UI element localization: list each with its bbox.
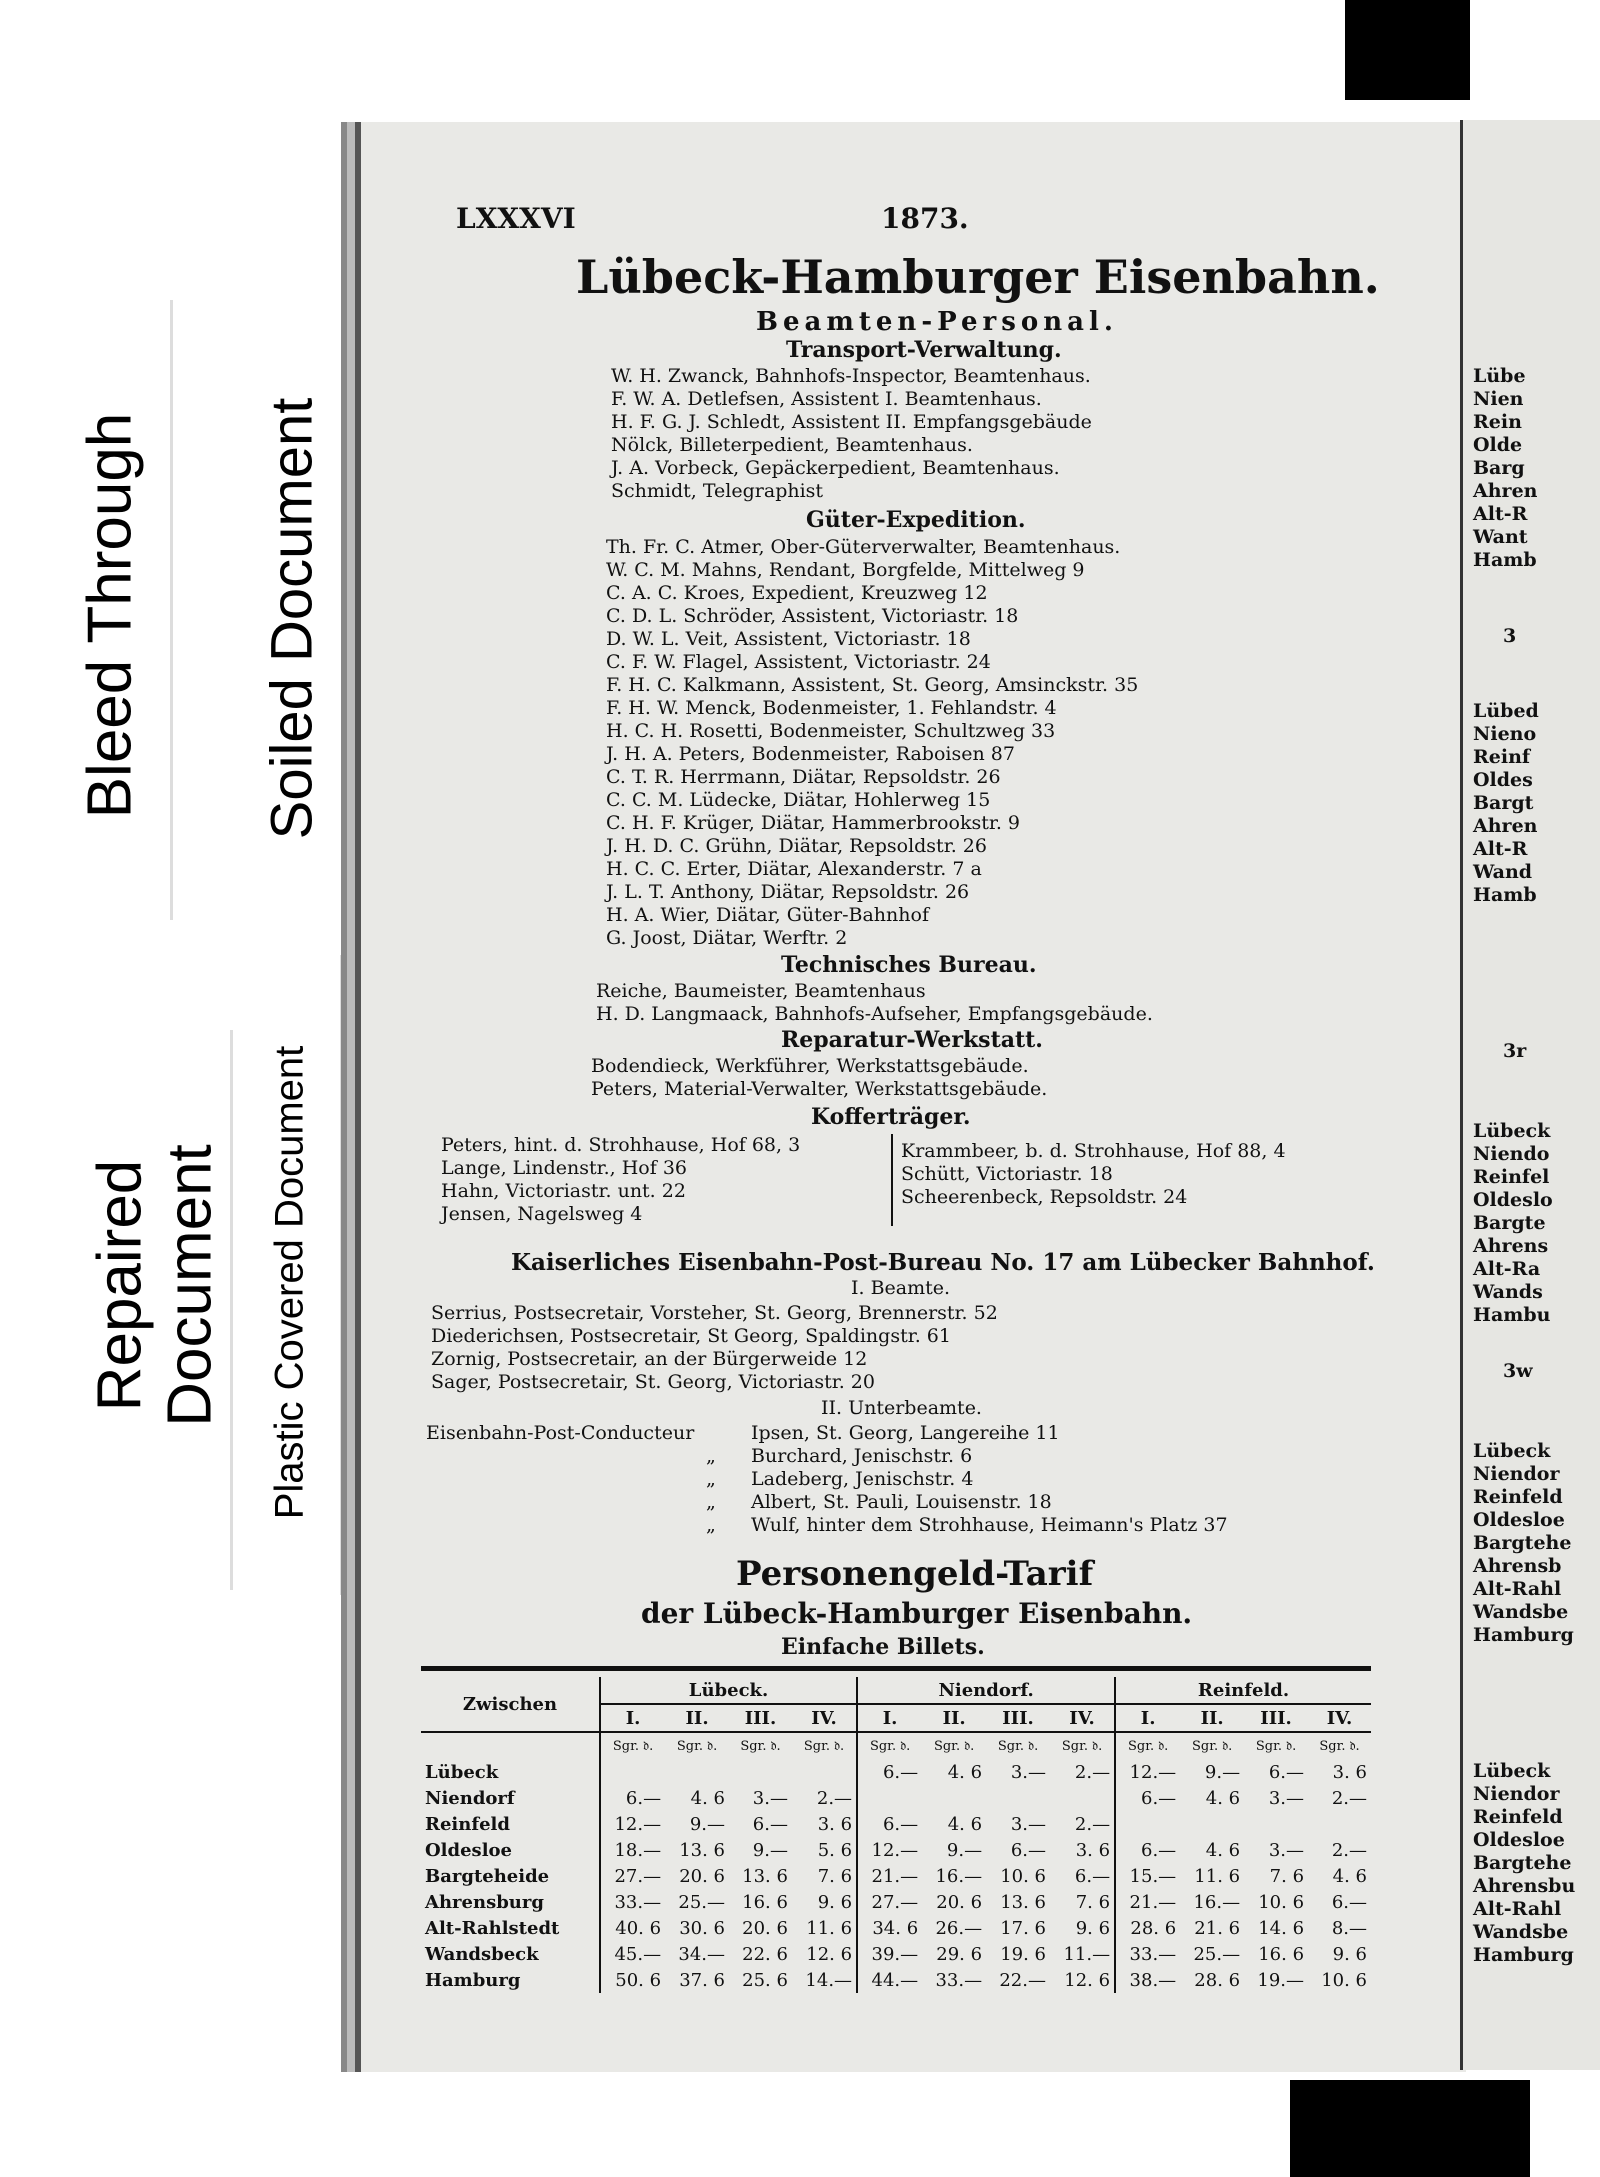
station-name: Lübeck <box>421 1759 600 1785</box>
fare-cell <box>986 1785 1050 1811</box>
staff-line: Peters, Material-Verwalter, Werkstattsgebäude. <box>591 1078 1048 1100</box>
station-name: Bargteheide <box>421 1863 600 1889</box>
class-header: I. <box>625 1707 641 1729</box>
fragment-number: 3 <box>1503 625 1517 647</box>
plastic-label-box <box>245 955 343 1595</box>
fare-cell: 8.— <box>1331 1917 1367 1939</box>
fare-cell: 33.— <box>935 1969 983 1991</box>
fragment-station: Ahrens <box>1473 1235 1549 1257</box>
fare-cell: 30. 6 <box>679 1917 726 1939</box>
fragment-station: Bargte <box>1473 1212 1546 1234</box>
fare-cell: 18.— <box>614 1839 662 1861</box>
soiled-label-box <box>235 300 353 920</box>
repaired-label-line1: Repaired <box>85 1159 155 1412</box>
staff-line: J. A. Vorbeck, Gepäckerpedient, Beamtenhaus. <box>611 457 1060 479</box>
fare-cell: 17. 6 <box>1000 1917 1046 1939</box>
class-header: II. <box>1200 1707 1224 1729</box>
ledger-page <box>355 122 1466 2072</box>
unit-label: Sgr. 𝔡. <box>612 1738 654 1754</box>
ditto-mark: „ <box>706 1491 716 1513</box>
fare-cell: 22.— <box>999 1969 1046 1991</box>
fare-cell: 4. 6 <box>1332 1865 1367 1887</box>
fare-cell: 44.— <box>871 1969 919 1991</box>
fare-cell: 14. 6 <box>1258 1917 1305 1939</box>
fare-cell: 19. 6 <box>1000 1943 1046 1965</box>
fragment-station: Reinfel <box>1473 1166 1550 1188</box>
staff-line: C. D. L. Schröder, Assistent, Victoriastr. 18 <box>606 605 1019 627</box>
fare-cell: 12.— <box>1129 1761 1177 1783</box>
staff-line: F. H. W. Menck, Bodenmeister, 1. Fehlandstr. 4 <box>606 697 1057 719</box>
fare-cell: 6.— <box>1050 1863 1115 1889</box>
fare-cell: 34. 6 <box>872 1917 919 1939</box>
fragment-station: Oldes <box>1473 769 1533 791</box>
staff-line: Schmidt, Telegraphist <box>611 480 824 502</box>
station-name: Oldesloe <box>421 1837 600 1863</box>
fare-cell: 12.— <box>614 1813 662 1835</box>
post-unter-line: Ladeberg, Jenischstr. 4 <box>751 1468 974 1490</box>
unit-label: Sgr. 𝔡. <box>997 1738 1039 1754</box>
fare-cell: 50. 6 <box>615 1969 662 1991</box>
fragment-station: Alt-R <box>1473 503 1528 525</box>
fare-cell: 40. 6 <box>615 1917 662 1939</box>
fare-cell: 11. 6 <box>1194 1865 1241 1887</box>
table-row <box>421 1863 1371 1889</box>
page-number: LXXXVI <box>456 202 576 235</box>
fare-cell: 9.— <box>689 1813 726 1835</box>
fare-cell: 2.— <box>1050 1811 1115 1837</box>
fare-cell: 2.— <box>1331 1839 1367 1861</box>
staff-line: C. C. M. Lüdecke, Diätar, Hohlerweg 15 <box>606 789 991 811</box>
post-unter-line: Burchard, Jenischstr. 6 <box>751 1445 973 1467</box>
class-header: III. <box>744 1707 777 1729</box>
fragment-station: Hamburg <box>1473 1944 1574 1966</box>
koffer-left-line: Jensen, Nagelsweg 4 <box>441 1203 643 1225</box>
section-head-post: Kaiserliches Eisenbahn-Post-Bureau No. 17 am Lübecker Bahnhof. <box>511 1249 1375 1276</box>
fragment-station: Lübeck <box>1473 1120 1551 1142</box>
koffer-left-line: Hahn, Victoriastr. unt. 22 <box>441 1180 686 1202</box>
fragment-station: Niendor <box>1473 1783 1560 1805</box>
fare-cell <box>1050 1785 1115 1811</box>
fragment-station: Nien <box>1473 388 1524 410</box>
fare-cell: 9.— <box>752 1839 788 1861</box>
post-sub-beamte: I. Beamte. <box>851 1277 951 1299</box>
fragment-station: Oldesloe <box>1473 1829 1565 1851</box>
fragment-station: Ahrensb <box>1473 1555 1562 1577</box>
koffer-right-line: Scheerenbeck, Repsoldstr. 24 <box>901 1186 1188 1208</box>
koffer-right-line: Krammbeer, b. d. Strohhause, Hof 88, 4 <box>901 1140 1286 1162</box>
staff-line: Reiche, Baumeister, Beamtenhaus <box>596 980 926 1002</box>
class-header: IV. <box>1050 1704 1115 1732</box>
plastic-label: Plastic Covered Document <box>267 1045 312 1520</box>
fare-cell: 34.— <box>678 1943 726 1965</box>
unit-label: Sgr. 𝔡. <box>1191 1738 1233 1754</box>
koffer-left-line: Peters, hint. d. Strohhause, Hof 68, 3 <box>441 1134 801 1156</box>
unit-label: Sgr. 𝔡. <box>1319 1738 1360 1754</box>
class-header: II. <box>942 1707 966 1729</box>
fare-cell: 3.— <box>1010 1761 1046 1783</box>
fragment-station: Oldesloe <box>1473 1509 1565 1531</box>
station-name: Reinfeld <box>421 1811 600 1837</box>
fare-cell: 29. 6 <box>936 1943 983 1965</box>
staff-line: C. A. C. Kroes, Expedient, Kreuzweg 12 <box>606 582 988 604</box>
class-header: II. <box>685 1707 709 1729</box>
tarif-title: Personengeld-Tarif <box>736 1554 1094 1594</box>
unit-label: Sgr. 𝔡. <box>676 1738 718 1754</box>
fragment-station: Lübed <box>1473 700 1539 722</box>
fare-cell: 16.— <box>935 1865 983 1887</box>
fare-cell: 6.— <box>1010 1839 1046 1861</box>
station-header: Niendorf. <box>857 1677 1115 1704</box>
fragment-station: Hamburg <box>1473 1624 1574 1646</box>
table-row <box>421 1759 1371 1785</box>
fare-cell: 20. 6 <box>742 1917 788 1939</box>
fragment-station: Ahren <box>1473 815 1538 837</box>
fare-cell: 7. 6 <box>1050 1889 1115 1915</box>
fare-cell: 39.— <box>871 1943 919 1965</box>
staff-line: C. H. F. Krüger, Diätar, Hammerbrookstr. 9 <box>606 812 1021 834</box>
fare-cell: 45.— <box>614 1943 662 1965</box>
fragment-station: Wands <box>1473 1281 1543 1303</box>
fare-cell: 13. 6 <box>679 1839 726 1861</box>
staff-line: J. H. D. C. Grühn, Diätar, Repsoldstr. 26 <box>606 835 987 857</box>
post-beamte-line: Diederichsen, Postsecretair, St Georg, Spaldingstr. 61 <box>431 1325 951 1347</box>
fragment-station: Ahrensbu <box>1473 1875 1576 1897</box>
fare-cell: 11. 6 <box>792 1915 857 1941</box>
fare-cell <box>665 1759 729 1785</box>
fragment-station: Hamb <box>1473 549 1537 571</box>
post-unter-line: Albert, St. Pauli, Louisenstr. 18 <box>751 1491 1052 1513</box>
fare-cell <box>1180 1811 1244 1837</box>
staff-line: H. F. G. J. Schledt, Assistent II. Empfangsgebäude <box>611 411 1092 433</box>
fragment-station: Wand <box>1473 861 1533 883</box>
staff-line: Bodendieck, Werkführer, Werkstattsgebäude. <box>591 1055 1029 1077</box>
fare-cell: 3.— <box>752 1787 788 1809</box>
unit-label: Sgr. 𝔡. <box>1050 1732 1115 1759</box>
unit-label: Sgr. 𝔡. <box>933 1738 975 1754</box>
unit-label: Sgr. 𝔡. <box>1255 1738 1297 1754</box>
fragment-station: Bargtehe <box>1473 1852 1572 1874</box>
fare-cell: 15.— <box>1129 1865 1177 1887</box>
fragment-station: Hamb <box>1473 884 1537 906</box>
table-row <box>421 1941 1371 1967</box>
adjacent-page-fragment <box>1460 120 1600 2070</box>
section-head-transport: Transport-Verwaltung. <box>786 337 1062 363</box>
fragment-station: Niendor <box>1473 1463 1560 1485</box>
section-head-gueter: Güter-Expedition. <box>806 507 1026 533</box>
staff-line: F. H. C. Kalkmann, Assistent, St. Georg, Amsinckstr. 35 <box>606 674 1139 696</box>
fare-cell: 20. 6 <box>936 1891 983 1913</box>
fare-cell: 21.— <box>1129 1891 1177 1913</box>
class-header: I. <box>882 1707 898 1729</box>
fare-cell: 10. 6 <box>1321 1969 1367 1991</box>
fare-cell: 26.— <box>935 1917 983 1939</box>
fare-cell: 4. 6 <box>690 1787 726 1809</box>
fare-cell: 33.— <box>1129 1943 1177 1965</box>
fare-cell: 25. 6 <box>742 1969 788 1991</box>
fare-cell: 4. 6 <box>947 1761 983 1783</box>
fragment-station: Oldeslo <box>1473 1189 1553 1211</box>
table-row <box>421 1967 1371 1993</box>
bleed-through-label: Bleed Through <box>75 412 145 819</box>
fare-cell: 3. 6 <box>792 1811 857 1837</box>
fare-cell: 9.— <box>1204 1761 1241 1783</box>
fare-cell: 3.— <box>1268 1839 1305 1861</box>
table-row <box>421 1811 1371 1837</box>
black-bar-bottom <box>1290 2080 1530 2177</box>
fragment-station: Nieno <box>1473 723 1537 745</box>
fare-cell: 12. 6 <box>1050 1967 1115 1993</box>
fare-cell: 2.— <box>1331 1787 1367 1809</box>
repaired-label-line2: Document <box>155 1144 225 1427</box>
fare-cell: 6.— <box>1141 1839 1177 1861</box>
fare-cell <box>792 1759 857 1785</box>
fare-cell: 6.— <box>1268 1761 1305 1783</box>
fare-cell: 5. 6 <box>792 1837 857 1863</box>
fare-cell: 7. 6 <box>1269 1865 1305 1887</box>
fare-cell: 11.— <box>1050 1941 1115 1967</box>
station-header: Lübeck. <box>600 1677 857 1704</box>
page-year: 1873. <box>881 202 969 235</box>
bleed-through-label-box <box>50 300 173 920</box>
fare-cell: 12.— <box>871 1839 919 1861</box>
fare-cell: 10. 6 <box>1000 1865 1046 1887</box>
post-beamte-line: Sager, Postsecretair, St. Georg, Victoriastr. 20 <box>431 1371 875 1393</box>
fare-cell: 20. 6 <box>679 1865 726 1887</box>
fragment-station: Hambu <box>1473 1304 1551 1326</box>
fare-cell: 6.— <box>1331 1891 1367 1913</box>
unit-label: Sgr. 𝔡. <box>869 1738 911 1754</box>
fare-cell: 4. 6 <box>1205 1839 1241 1861</box>
fare-cell: 21.— <box>871 1865 919 1887</box>
soiled-label: Soiled Document <box>259 397 325 840</box>
fare-cell: 19.— <box>1257 1969 1305 1991</box>
fragment-station: Reinfeld <box>1473 1486 1563 1508</box>
fare-cell <box>857 1785 922 1811</box>
table-row <box>421 1915 1371 1941</box>
fare-cell: 2.— <box>792 1785 857 1811</box>
fragment-station: Want <box>1473 526 1528 548</box>
table-row <box>421 1837 1371 1863</box>
class-header: I. <box>1140 1707 1156 1729</box>
koffer-left-line: Lange, Lindenstr., Hof 36 <box>441 1157 687 1179</box>
repaired-label-box <box>40 1030 233 1590</box>
station-name: Hamburg <box>421 1967 600 1993</box>
fare-cell: 6.— <box>1141 1787 1177 1809</box>
fare-cell: 16. 6 <box>1258 1943 1305 1965</box>
fare-cell: 33.— <box>614 1891 662 1913</box>
fragment-station: Lübeck <box>1473 1760 1551 1782</box>
table-row <box>421 1889 1371 1915</box>
fare-cell <box>600 1759 665 1785</box>
fare-cell: 3. 6 <box>1332 1761 1367 1783</box>
ditto-mark: „ <box>706 1445 716 1467</box>
class-header: III. <box>1002 1707 1034 1729</box>
fare-cell: 9. 6 <box>792 1889 857 1915</box>
staff-line: C. F. W. Flagel, Assistent, Victoriastr. 24 <box>606 651 991 673</box>
post-sub-unterbeamte: II. Unterbeamte. <box>821 1397 982 1419</box>
fragment-station: Bargtehe <box>1473 1532 1572 1554</box>
fare-cell: 10. 6 <box>1258 1891 1305 1913</box>
post-unter-line: Wulf, hinter dem Strohhause, Heimann's Platz 37 <box>751 1514 1228 1536</box>
staff-line: F. W. A. Detlefsen, Assistent I. Beamtenhaus. <box>611 388 1042 410</box>
post-beamte-line: Serrius, Postsecretair, Vorsteher, St. Georg, Brennerstr. 52 <box>431 1302 998 1324</box>
table-row <box>421 1785 1371 1811</box>
staff-line: H. A. Wier, Diätar, Güter-Bahnhof <box>606 904 929 926</box>
fare-cell: 37. 6 <box>679 1969 726 1991</box>
fare-cell: 3.— <box>1010 1813 1046 1835</box>
fare-cell: 38.— <box>1129 1969 1177 1991</box>
koffer-right-line: Schütt, Victoriastr. 18 <box>901 1163 1113 1185</box>
fare-cell: 25.— <box>1193 1943 1241 1965</box>
fare-cell: 9.— <box>946 1839 983 1861</box>
page-subtitle: Beamten-Personal. <box>756 307 1118 337</box>
fragment-station: Barg <box>1473 457 1525 479</box>
fare-cell: 4. 6 <box>947 1813 983 1835</box>
fragment-station: Reinf <box>1473 746 1531 768</box>
station-name: Wandsbeck <box>421 1941 600 1967</box>
fragment-station: Lübeck <box>1473 1440 1551 1462</box>
staff-line: J. H. A. Peters, Bodenmeister, Raboisen 87 <box>606 743 1015 765</box>
tarif-subtitle: der Lübeck-Hamburger Eisenbahn. <box>641 1597 1193 1630</box>
tarif-billets: Einfache Billets. <box>781 1634 985 1660</box>
fare-cell: 2.— <box>1050 1759 1115 1785</box>
fragment-station: Lübe <box>1473 365 1526 387</box>
koffer-divider <box>891 1134 893 1226</box>
fare-cell: 9. 6 <box>1050 1915 1115 1941</box>
class-header: IV. <box>1326 1707 1353 1729</box>
fare-cell <box>922 1785 986 1811</box>
unit-label: Sgr. 𝔡. <box>792 1732 857 1759</box>
fare-cell: 9. 6 <box>1332 1943 1367 1965</box>
fare-cell: 6.— <box>882 1813 919 1835</box>
fare-cell <box>1308 1811 1371 1837</box>
fragment-station: Rein <box>1473 411 1522 433</box>
ditto-mark: „ <box>706 1468 716 1490</box>
fare-cell: 13. 6 <box>742 1865 788 1887</box>
fragment-station: Alt-Ra <box>1473 1258 1541 1280</box>
fare-table <box>421 1677 1371 1993</box>
fare-cell: 14.— <box>792 1967 857 1993</box>
staff-line: H. D. Langmaack, Bahnhofs-Aufseher, Empfangsgebäude. <box>596 1003 1153 1025</box>
class-header: III. <box>1260 1707 1292 1729</box>
page-title: Lübeck-Hamburger Eisenbahn. <box>576 250 1380 304</box>
staff-line: J. L. T. Anthony, Diätar, Repsoldstr. 26 <box>606 881 970 903</box>
staff-line: H. C. C. Erter, Diätar, Alexanderstr. 7 a <box>606 858 982 880</box>
fare-cell: 27.— <box>614 1865 662 1887</box>
fragment-station: Bargt <box>1473 792 1534 814</box>
fare-cell: 28. 6 <box>1130 1917 1177 1939</box>
fare-cell: 25.— <box>678 1891 726 1913</box>
fare-cell: 3.— <box>1268 1787 1305 1809</box>
fare-cell <box>1244 1811 1308 1837</box>
fare-cell: 22. 6 <box>742 1943 788 1965</box>
staff-line: C. T. R. Herrmann, Diätar, Repsoldstr. 26 <box>606 766 1001 788</box>
section-head-technisch: Technisches Bureau. <box>781 952 1037 978</box>
fragment-station: Wandsbe <box>1473 1601 1569 1623</box>
staff-line: W. H. Zwanck, Bahnhofs-Inspector, Beamtenhaus. <box>611 365 1091 387</box>
fragment-station: Olde <box>1473 434 1523 456</box>
station-name: Ahrensburg <box>421 1889 600 1915</box>
fare-cell: 6.— <box>752 1813 788 1835</box>
fare-cell: 12. 6 <box>792 1941 857 1967</box>
fare-cell: 6.— <box>625 1787 662 1809</box>
fragment-number: 3w <box>1503 1360 1533 1382</box>
fragment-station: Alt-Rahl <box>1473 1898 1562 1920</box>
fragment-station: Wandsbe <box>1473 1921 1569 1943</box>
section-head-koffer: Kofferträger. <box>811 1104 971 1130</box>
fare-cell: 28. 6 <box>1194 1969 1241 1991</box>
unit-label: Sgr. 𝔡. <box>740 1738 781 1754</box>
fare-cell: 6.— <box>882 1761 919 1783</box>
black-bar-top <box>1345 0 1470 100</box>
post-unter-line: Ipsen, St. Georg, Langereihe 11 <box>751 1422 1060 1444</box>
station-name: Niendorf <box>421 1785 600 1811</box>
fragment-number: 3r <box>1503 1040 1527 1062</box>
fare-cell: 21. 6 <box>1194 1917 1241 1939</box>
fare-cell: 16. 6 <box>742 1891 788 1913</box>
fare-cell <box>729 1759 792 1785</box>
staff-line: Nölck, Billeterpedient, Beamtenhaus. <box>611 434 973 456</box>
fare-cell <box>1115 1811 1180 1837</box>
fragment-station: Reinfeld <box>1473 1806 1563 1828</box>
fragment-station: Ahren <box>1473 480 1538 502</box>
post-role: Eisenbahn-Post-Conducteur <box>426 1422 695 1444</box>
fragment-station: Niendo <box>1473 1143 1550 1165</box>
post-beamte-line: Zornig, Postsecretair, an der Bürgerweide 12 <box>431 1348 868 1370</box>
station-header: Reinfeld. <box>1197 1679 1290 1701</box>
zwischen-header: Zwischen <box>421 1677 600 1732</box>
fragment-station: Alt-Rahl <box>1473 1578 1562 1600</box>
unit-label: Sgr. 𝔡. <box>1127 1738 1169 1754</box>
tarif-top-rule <box>421 1666 1371 1671</box>
fare-cell: 27.— <box>871 1891 919 1913</box>
staff-line: H. C. H. Rosetti, Bodenmeister, Schultzweg 33 <box>606 720 1056 742</box>
staff-line: G. Joost, Diätar, Werftr. 2 <box>606 927 848 949</box>
staff-line: D. W. L. Veit, Assistent, Victoriastr. 18 <box>606 628 971 650</box>
fare-cell: 3. 6 <box>1050 1837 1115 1863</box>
section-head-reparatur: Reparatur-Werkstatt. <box>781 1027 1043 1053</box>
class-header: IV. <box>792 1704 857 1732</box>
fare-cell: 4. 6 <box>1205 1787 1241 1809</box>
fare-cell: 16.— <box>1193 1891 1241 1913</box>
fragment-station: Alt-R <box>1473 838 1528 860</box>
ditto-mark: „ <box>706 1514 716 1536</box>
staff-line: W. C. M. Mahns, Rendant, Borgfelde, Mittelweg 9 <box>606 559 1085 581</box>
staff-line: Th. Fr. C. Atmer, Ober-Güterverwalter, Beamtenhaus. <box>606 536 1121 558</box>
fare-cell: 7. 6 <box>792 1863 857 1889</box>
fare-cell: 13. 6 <box>1000 1891 1046 1913</box>
station-name: Alt-Rahlstedt <box>421 1915 600 1941</box>
